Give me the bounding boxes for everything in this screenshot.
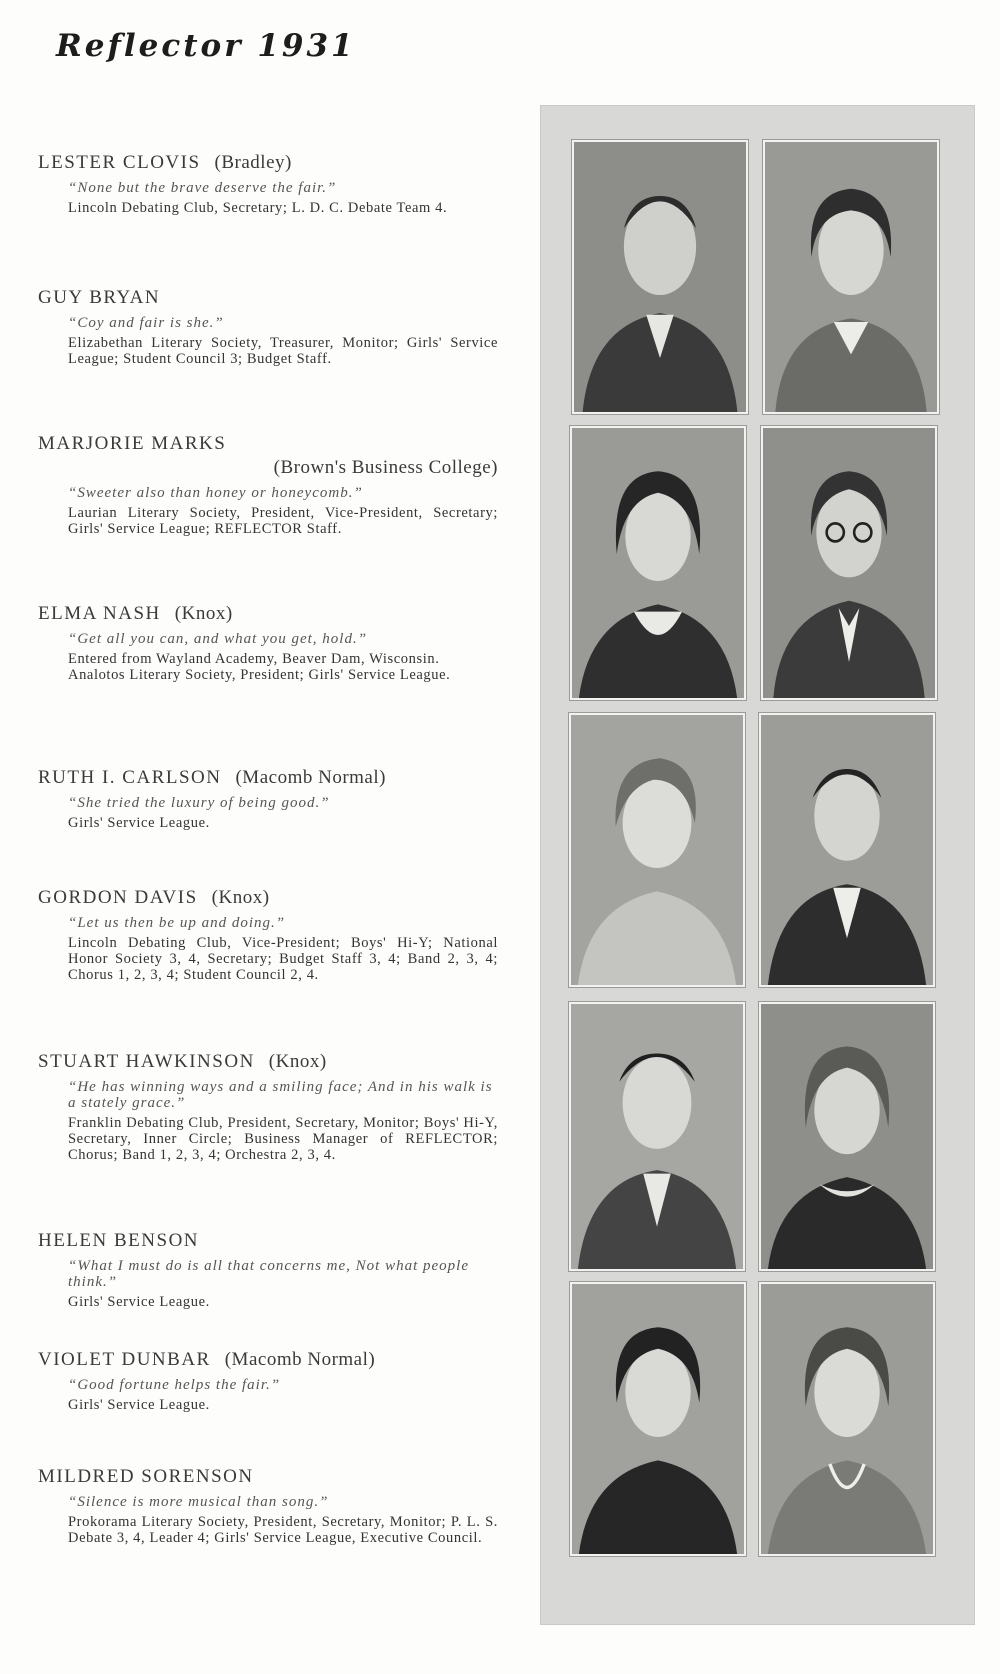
student-activities-continued: Analotos Literary Society, President; Girls' Service League.	[68, 667, 451, 683]
portrait-photo-gordon-davis	[759, 713, 935, 987]
portrait-photo-violet-dunbar	[570, 1282, 746, 1556]
student-quote: “He has winning ways and a smiling face; And in his walk is a stately grace.”	[68, 1079, 493, 1111]
student-quote: “Let us then be up and doing.”	[68, 915, 286, 931]
portrait-photo-helen-benson	[759, 1002, 935, 1271]
student-activities: Girls' Service League.	[68, 815, 210, 831]
portrait-photo-elma-nash	[761, 426, 937, 700]
student-activities: Franklin Debating Club, President, Secretary, Monitor; Boys' Hi-Y, Secretary, Inner Circle; Business Manager of REFLECTOR; Chorus; Band 1, 2, 3, 4; Orchestra 2, 3, 4.	[68, 1115, 498, 1163]
student-quote: “Sweeter also than honey or honeycomb.”	[68, 485, 363, 501]
student-activities: Lincoln Debating Club, Secretary; L. D. C. Debate Team 4.	[68, 200, 448, 216]
entry-elma-nash	[38, 603, 498, 683]
portrait-photo-mildred-sorenson	[759, 1282, 935, 1556]
page-title: Reflector 1931	[56, 28, 356, 64]
student-college: (Macomb Normal)	[224, 1349, 376, 1370]
student-activities: Lincoln Debating Club, Vice-President; Boys' Hi-Y; National Honor Society 3, 4, Secretary; Budget Staff 3, 4; Band 2, 3, 4; Chorus 1, 2, 3, 4; Student Council 2, 4.	[68, 935, 498, 983]
student-quote: “Coy and fair is she.”	[68, 315, 224, 331]
entry-marjorie-marks	[38, 433, 498, 537]
student-name: STUART HAWKINSON	[38, 1051, 255, 1072]
entry-ruth-carlson	[38, 767, 498, 831]
student-college: (Knox)	[211, 887, 270, 908]
entry-helen-benson	[38, 1230, 498, 1310]
student-college: (Macomb Normal)	[235, 767, 386, 788]
student-name: GUY BRYAN	[38, 287, 161, 308]
student-activities: Prokorama Literary Society, President, Secretary, Monitor; P. L. S. Debate 3, 4, Leader 4; Girls' Service League, Executive Council.	[68, 1514, 498, 1546]
student-activities: Entered from Wayland Academy, Beaver Dam, Wisconsin.	[68, 651, 440, 667]
portrait-photo-guy-bryan	[763, 140, 939, 414]
entry-mildred-sorenson	[38, 1466, 498, 1546]
student-college: (Knox)	[174, 603, 233, 624]
student-name: MARJORIE MARKS	[38, 433, 227, 454]
student-name: RUTH I. CARLSON	[38, 767, 222, 788]
student-activities: Elizabethan Literary Society, Treasurer, Monitor; Girls' Service League; Student Council 3; Budget Staff.	[68, 335, 498, 367]
student-quote: “Good fortune helps the fair.”	[68, 1377, 281, 1393]
student-college: (Brown's Business College)	[273, 457, 498, 478]
portrait-panel	[540, 105, 975, 1625]
student-name: LESTER CLOVIS	[38, 152, 201, 173]
student-quote: “Get all you can, and what you get, hold.”	[68, 631, 368, 647]
student-quote: “None but the brave deserve the fair.”	[68, 180, 337, 196]
student-college: (Knox)	[268, 1051, 327, 1072]
student-name: HELEN BENSON	[38, 1230, 200, 1251]
student-quote: “What I must do is all that concerns me, Not what people think.”	[68, 1258, 469, 1290]
student-quote: “She tried the luxury of being good.”	[68, 795, 330, 811]
student-name: VIOLET DUNBAR	[38, 1349, 211, 1370]
entry-lester-clovis	[38, 152, 498, 216]
entry-violet-dunbar	[38, 1349, 498, 1413]
student-name: GORDON DAVIS	[38, 887, 198, 908]
student-activities: Girls' Service League.	[68, 1294, 210, 1310]
entry-guy-bryan	[38, 287, 498, 367]
portrait-photo-ruth-carlson	[569, 713, 745, 987]
student-college: (Bradley)	[214, 152, 292, 173]
student-quote: “Silence is more musical than song.”	[68, 1494, 329, 1510]
student-name: ELMA NASH	[38, 603, 161, 624]
entry-gordon-davis	[38, 887, 498, 983]
entry-stuart-hawkinson	[38, 1051, 498, 1163]
portrait-photo-marjorie-marks	[570, 426, 746, 700]
student-activities: Girls' Service League.	[68, 1397, 210, 1413]
student-activities: Laurian Literary Society, President, Vice-President, Secretary; Girls' Service League; REFLECTOR Staff.	[68, 505, 498, 537]
portrait-photo-stuart-hawkinson	[569, 1002, 745, 1271]
portrait-photo-lester-clovis	[572, 140, 748, 414]
student-name: MILDRED SORENSON	[38, 1466, 254, 1487]
